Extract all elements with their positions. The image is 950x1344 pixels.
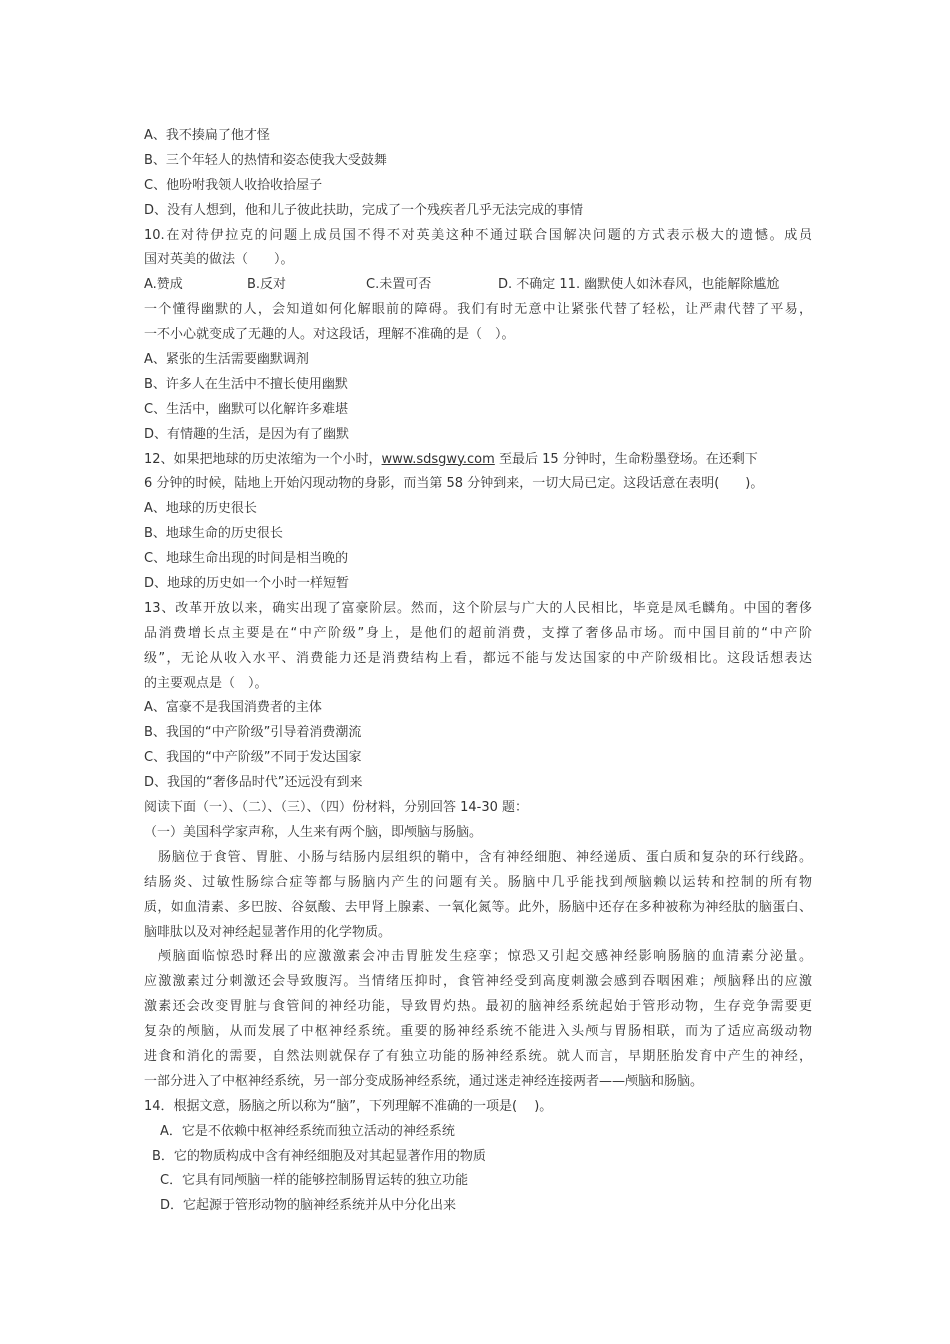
q10-option-d-and-q11-stem: D. 不确定 11. 幽默使人如沐春风，也能解除尴尬 — [498, 277, 780, 293]
material-1-para-1-line-1: 肠脑位于食管、胃脏、小肠与结肠内层组织的鞘中，含有神经细胞、神经递质、蛋白质和复杂的环行线路。 — [158, 849, 812, 865]
q11-stem-line-2: 一个懂得幽默的人，会知道如何化解眼前的障碍。我们有时无意中让紧张代替了轻松，让严肃代替了平易， — [144, 302, 812, 318]
q9-option-b: B、三个年轻人的热情和姿态使我大受鼓舞 — [144, 152, 387, 168]
q12-stem-prefix: 12、如果把地球的历史浓缩为一个小时， — [144, 451, 382, 467]
q10-option-c: C.未置可否 — [366, 277, 432, 293]
q11-option-b: B、许多人在生活中不擅长使用幽默 — [144, 376, 348, 392]
q11-option-c: C、生活中，幽默可以化解许多难堪 — [144, 401, 349, 417]
q12-option-a: A、地球的历史很长 — [144, 501, 257, 517]
material-1-para-2-line-3: 激素还会改变胃脏与食管间的神经功能，导致胃灼热。最初的脑神经系统起始于管形动物，生存竞争需要更 — [144, 999, 812, 1015]
material-1-para-1-line-2: 结肠炎、过敏性肠综合症等都与肠脑内产生的问题有关。肠脑中几乎能找到颅脑赖以运转和控制的所有物 — [144, 874, 812, 890]
q9-option-a: A、我不揍扁了他才怪 — [144, 128, 270, 143]
material-1-para-1-line-3: 质，如血清素、多巴胺、谷氨酸、去甲肾上腺素、一氧化氮等。此外，肠脑中还存在多种被称为神经肽的脑蛋白、 — [144, 899, 812, 915]
material-1-para-2-line-6: 一部分进入了中枢神经系统，另一部分变成肠神经系统，通过迷走神经连接两者——颅脑和肠脑。 — [144, 1073, 704, 1089]
q10-stem-line-1: 10.在对待伊拉克的问题上成员国不得不对英美这种不通过联合国解决问题的方式表示极大的遗憾。成员 — [144, 227, 812, 243]
document-page — [144, 124, 812, 1219]
q13-option-a: A、富豪不是我国消费者的主体 — [144, 700, 322, 716]
q12-option-b: B、地球生命的历史很长 — [144, 526, 283, 542]
q13-stem-line-2: 品消费增长点主要是在“中产阶级”身上，是他们的超前消费，支撑了奢侈品市场。而中国目前的“中产阶 — [144, 625, 812, 641]
material-1-para-2-line-1: 颅脑面临惊恐时释出的应激激素会冲击胃脏发生痉挛；惊恐又引起交感神经影响肠脑的血清素分泌量。 — [158, 949, 812, 965]
q10-option-a: A.赞成 — [144, 277, 183, 293]
material-1-para-2-line-5: 进食和消化的需要，自然法则就保存了有独立功能的肠神经系统。就人而言，早期胚胎发育中产生的神经， — [144, 1048, 812, 1064]
q9-option-d: D、没有人想到，他和儿子彼此扶助，完成了一个残疾者几乎无法完成的事情 — [144, 202, 584, 218]
material-1-heading: （一）美国科学家声称，人生来有两个脑，即颅脑与肠脑。 — [144, 824, 483, 840]
q10-option-b: B.反对 — [247, 277, 287, 293]
q13-stem-line-3: 级”，无论从收入水平、消费能力还是消费结构上看，都远不能与发达国家的中产阶级相比。这段话想表达 — [144, 650, 812, 666]
q12-option-c: C、地球生命出现的时间是相当晚的 — [144, 551, 349, 567]
website-link[interactable]: www.sdsgwy.com — [381, 451, 495, 467]
q12-stem-line-2: 6 分钟的时候，陆地上开始闪现动物的身影，而当第 58 分钟到来，一切大局已定。这段话意在表明( )。 — [144, 476, 764, 492]
q13-option-d: D、我国的“奢侈品时代”还远没有到来 — [144, 775, 363, 791]
q12-stem-line-1 — [144, 448, 812, 473]
q14-option-d: D．它起源于管形动物的脑神经系统并从中分化出来 — [160, 1198, 457, 1214]
q14-option-b: B．它的物质构成中含有神经细胞及对其起显著作用的物质 — [152, 1148, 486, 1164]
q14-option-c: C．它具有同颅脑一样的能够控制肠胃运转的独立功能 — [160, 1173, 469, 1189]
q13-stem-line-4: 的主要观点是（ ）。 — [144, 675, 268, 691]
q13-option-b: B、我国的“中产阶级”引导着消费潮流 — [144, 725, 362, 741]
q13-stem-line-1: 13、改革开放以来，确实出现了富豪阶层。然而，这个阶层与广大的人民相比，毕竟是凤毛麟角。中国的奢侈 — [144, 600, 812, 616]
q10-stem-line-2: 国对英美的做法（ ）。 — [144, 252, 294, 268]
q10-options-row — [144, 273, 812, 298]
q11-option-d: D、有情趣的生活，是因为有了幽默 — [144, 426, 350, 442]
material-1-para-1-line-4: 脑啡肽以及对神经起显著作用的化学物质。 — [144, 924, 392, 940]
q12-stem-suffix: 至最后 15 分钟时，生命粉墨登场。在还剩下 — [494, 451, 758, 467]
q11-option-a: A、紧张的生活需要幽默调剂 — [144, 352, 309, 368]
q12-option-d: D、地球的历史如一个小时一样短暂 — [144, 576, 350, 592]
reading-intro: 阅读下面（一）、（二）、（三）、（四）份材料，分别回答 14-30 题： — [144, 800, 529, 816]
material-1-para-2-line-2: 应激激素过分刺激还会导致腹泻。当情绪压抑时，食管神经受到高度刺激会感到吞咽困难；颅脑释出的应激 — [144, 974, 812, 990]
q11-stem-line-3: 一不小心就变成了无趣的人。对这段话，理解不准确的是（ ）。 — [144, 327, 515, 343]
material-1-para-2-line-4: 复杂的颅脑，从而发展了中枢神经系统。重要的肠神经系统不能进入头颅与胃肠相联，而为了适应高级动物 — [144, 1024, 812, 1040]
q13-option-c: C、我国的“中产阶级”不同于发达国家 — [144, 750, 362, 766]
q14-stem: 14．根据文意，肠脑之所以称为“脑”，下列理解不准确的一项是( )。 — [144, 1098, 553, 1114]
q14-option-a: A．它是不依赖中枢神经系统而独立活动的神经系统 — [160, 1123, 455, 1139]
q9-option-c: C、他吩咐我领人收拾收拾屋子 — [144, 177, 323, 193]
